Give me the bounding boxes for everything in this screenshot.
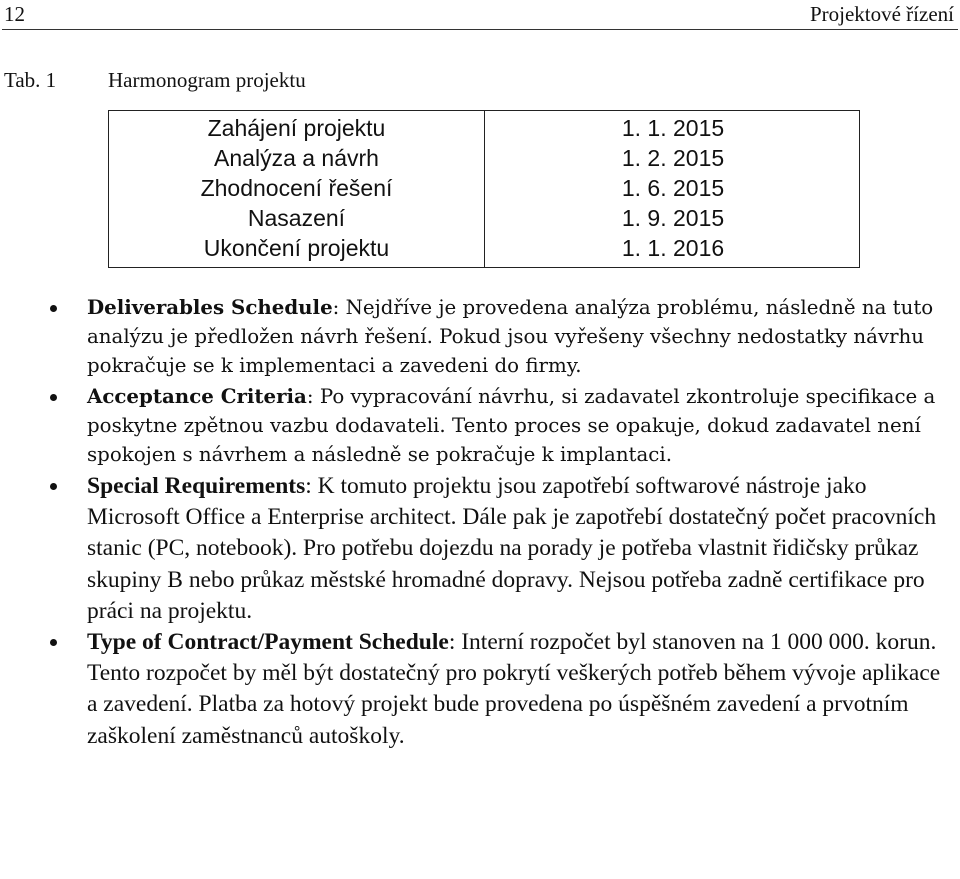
bullet-icon: [50, 305, 57, 312]
table-row: [109, 205, 861, 236]
item-text: : Nejdříve je provedena analýza problému, následně na tuto analýzu je předložen návrh řešení. Pokud jsou vyřešeny všechny nedostatky návrhu pokračuje se k implementaci a zavedeni do firmy.: [87, 296, 934, 377]
date-cell: 1. 6. 2015: [621, 175, 725, 201]
list-item: [0, 293, 960, 380]
item-term: Type of Contract/Payment Schedule: [87, 629, 449, 656]
item-term: Acceptance Criteria: [87, 384, 307, 408]
item-text: : Interní rozpočet byl stanoven na 1 000 000. korun. Tento rozpočet by měl být dostatečný pro pokrytí veškerých potřeb během vývoje aplikace a zavedení. Platba za hotový projekt bude provedena po úspěšném zavedení a prvotním zaškolení zaměstnanců autoškoly.: [87, 629, 941, 749]
chapter-title: Projektové řízení: [809, 2, 954, 26]
table-row: [109, 115, 861, 146]
item-text: : Po vypracování návrhu, si zadavatel zkontroluje specifikace a poskytne zpětnou vazbu dodavateli. Tento proces se opakuje, dokud zadavatel není spokojen s návrhem a následně se pokračuje k implantaci.: [87, 385, 936, 466]
date-cell: 1. 1. 2015: [621, 115, 725, 141]
date-cell: 1. 9. 2015: [621, 205, 725, 231]
milestone-cell: Zhodnocení řešení: [200, 175, 393, 201]
item-term: Special Requirements: [87, 473, 306, 499]
page-number: 12: [4, 2, 25, 26]
bullet-icon: [50, 639, 57, 646]
list-item: [0, 627, 960, 752]
list-item: [0, 471, 960, 627]
list-item: [0, 382, 960, 469]
bullet-icon: [50, 394, 57, 401]
table-row: [109, 175, 861, 206]
milestone-cell: Analýza a návrh: [214, 145, 379, 171]
table-caption-title: Harmonogram projektu: [108, 68, 306, 92]
table-caption-label: Tab. 1: [4, 68, 57, 92]
milestone-cell: Zahájení projektu: [207, 115, 386, 141]
page-header: [0, 0, 960, 30]
item-term: Deliverables Schedule: [87, 295, 333, 319]
milestone-cell: Ukončení projektu: [203, 235, 390, 261]
date-cell: 1. 2. 2015: [621, 145, 725, 171]
item-text: : K tomuto projektu jsou zapotřebí softwarové nástroje jako Microsoft Office a Enterprise architect. Dále pak je zapotřebí dostatečný počet pracovních stanic (PC, notebook). Pro potřebu dojezdu na porady je potřeba vlastnit řidičsky průkaz skupiny B nebo průkaz městské hromadné dopravy. Nejsou potřeba zadně certifikace pro práci na projektu.: [87, 473, 937, 624]
schedule-table: [108, 110, 860, 268]
bullet-icon: [50, 483, 57, 490]
milestone-cell: Nasazení: [247, 205, 346, 231]
requirements-list: [0, 293, 960, 752]
header-rule: [2, 29, 958, 30]
date-cell: 1. 1. 2016: [621, 235, 725, 261]
table-row: [109, 145, 861, 176]
table-row: [109, 235, 861, 266]
